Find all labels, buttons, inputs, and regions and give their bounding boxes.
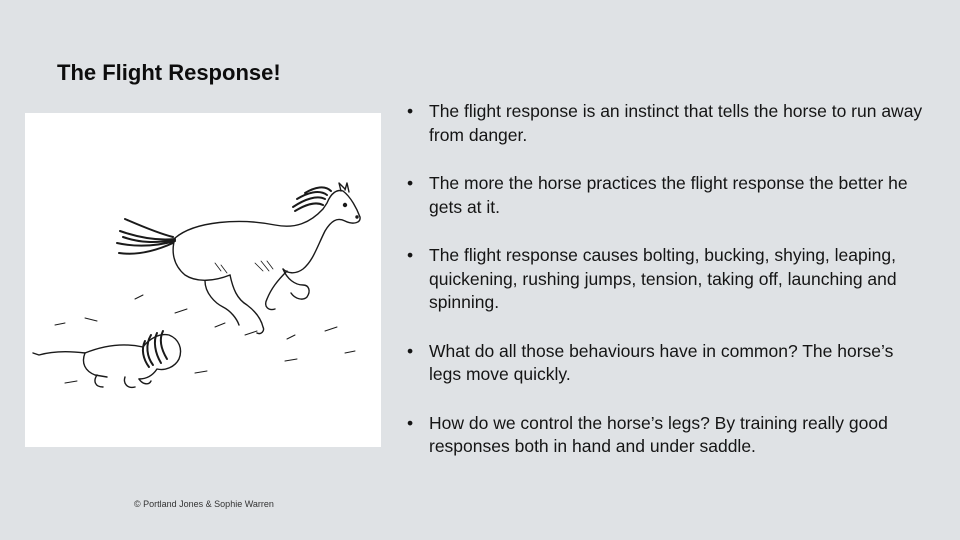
- bullet-marker: •: [407, 173, 414, 193]
- horse-and-lion-illustration: [25, 113, 381, 447]
- horse-body: [175, 191, 360, 273]
- slide-title: The Flight Response!: [57, 60, 281, 85]
- bullet-marker: •: [407, 340, 414, 361]
- bullet-item: [405, 340, 925, 387]
- bullet-marker: •: [407, 101, 414, 121]
- bullet-text: The flight response is an instinct that tells the horse to run away from danger.: [429, 101, 923, 145]
- bullet-marker: •: [407, 245, 414, 265]
- bullet-list: [405, 100, 925, 484]
- bullet-item: [405, 244, 925, 315]
- bullet-text: The more the horse practices the flight response the better he gets at it.: [429, 173, 908, 217]
- bullet-marker: •: [407, 412, 414, 433]
- bullet-text: What do all those behaviours have in common? The horse’s legs move quickly.: [429, 340, 894, 384]
- ground-strokes: [55, 295, 355, 383]
- image-credit: © Portland Jones & Sophie Warren: [134, 499, 274, 509]
- lion-tail: [33, 352, 85, 355]
- bullet-text: The flight response causes bolting, bucking, shying, leaping, quickening, rushing jumps, tension, taking off, launching and spinning.: [429, 245, 897, 312]
- bullet-text: How do we control the horse’s legs? By training really good responses both in hand and under saddle.: [429, 412, 888, 456]
- bullet-item: [405, 172, 925, 219]
- lion-mane: [143, 331, 167, 367]
- horse-mane: [293, 187, 331, 211]
- bullet-item: [405, 412, 925, 459]
- horse-hind-legs: [205, 275, 264, 334]
- horse-front-legs: [266, 269, 309, 310]
- horse-tail: [117, 219, 175, 254]
- bullet-item: [405, 100, 925, 147]
